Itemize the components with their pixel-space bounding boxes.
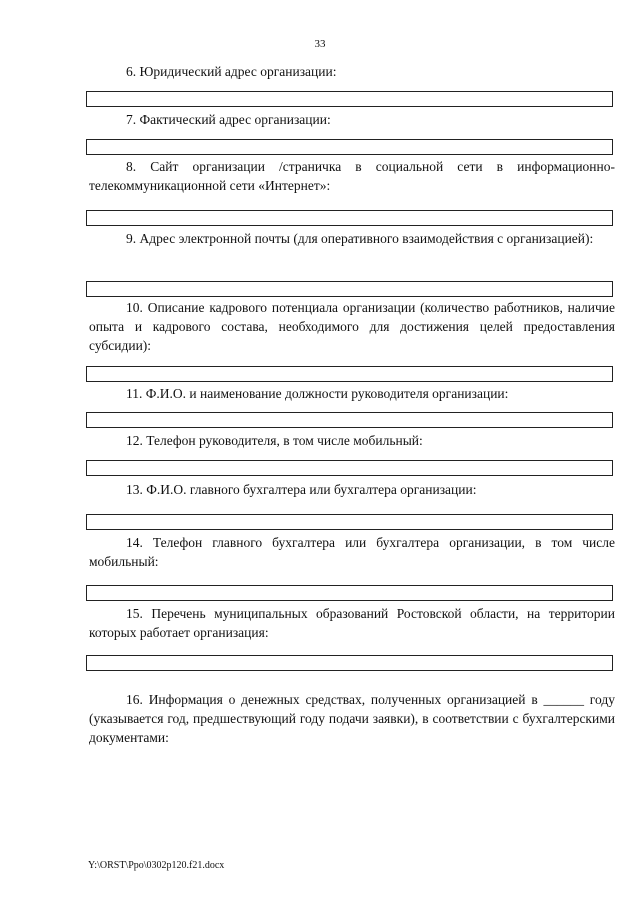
item-6-label: 6. Юридический адрес организации: xyxy=(126,64,337,79)
item-9-label: 9. Адрес электронной почты (для оперативного взаимодействия с организацией): xyxy=(126,231,594,246)
email-field[interactable] xyxy=(86,281,613,297)
item-11-label: 11. Ф.И.О. и наименование должности руководителя организации: xyxy=(126,386,509,401)
director-name-field[interactable] xyxy=(86,412,613,428)
staff-potential-field[interactable] xyxy=(86,366,613,382)
accountant-phone-field[interactable] xyxy=(86,585,613,601)
item-10-label: 10. Описание кадрового потенциала организации (количество работников, наличие опыта и кадрового состава, необходимого для достижения целей предоставления субсидии): xyxy=(89,300,615,353)
item-8-label: 8. Сайт организации /страничка в социальной сети в информационно-телекоммуникационной сети «Интернет»: xyxy=(89,159,615,193)
footer-file-path: Y:\ORST\Ppo\0302p120.f21.docx xyxy=(88,860,225,871)
page-number: 33 xyxy=(314,38,326,50)
item-16-label: 16. Информация о денежных средствах, полученных организацией в ______ году (указывается год, предшествующий году подачи заявки), в соответствии с бухгалтерскими документами: xyxy=(89,692,615,745)
item-15-label: 15. Перечень муниципальных образований Ростовской области, на территории которых работает организация: xyxy=(89,606,615,640)
item-7-label: 7. Фактический адрес организации: xyxy=(126,112,331,127)
accountant-name-field[interactable] xyxy=(86,514,613,530)
legal-address-field[interactable] xyxy=(86,91,613,107)
municipalities-field[interactable] xyxy=(86,655,613,671)
director-phone-field[interactable] xyxy=(86,460,613,476)
item-14-label: 14. Телефон главного бухгалтера или бухгалтера организации, в том числе мобильный: xyxy=(89,535,615,569)
item-12-label: 12. Телефон руководителя, в том числе мобильный: xyxy=(126,433,423,448)
item-13-label: 13. Ф.И.О. главного бухгалтера или бухгалтера организации: xyxy=(126,482,477,497)
actual-address-field[interactable] xyxy=(86,139,613,155)
website-field[interactable] xyxy=(86,210,613,226)
